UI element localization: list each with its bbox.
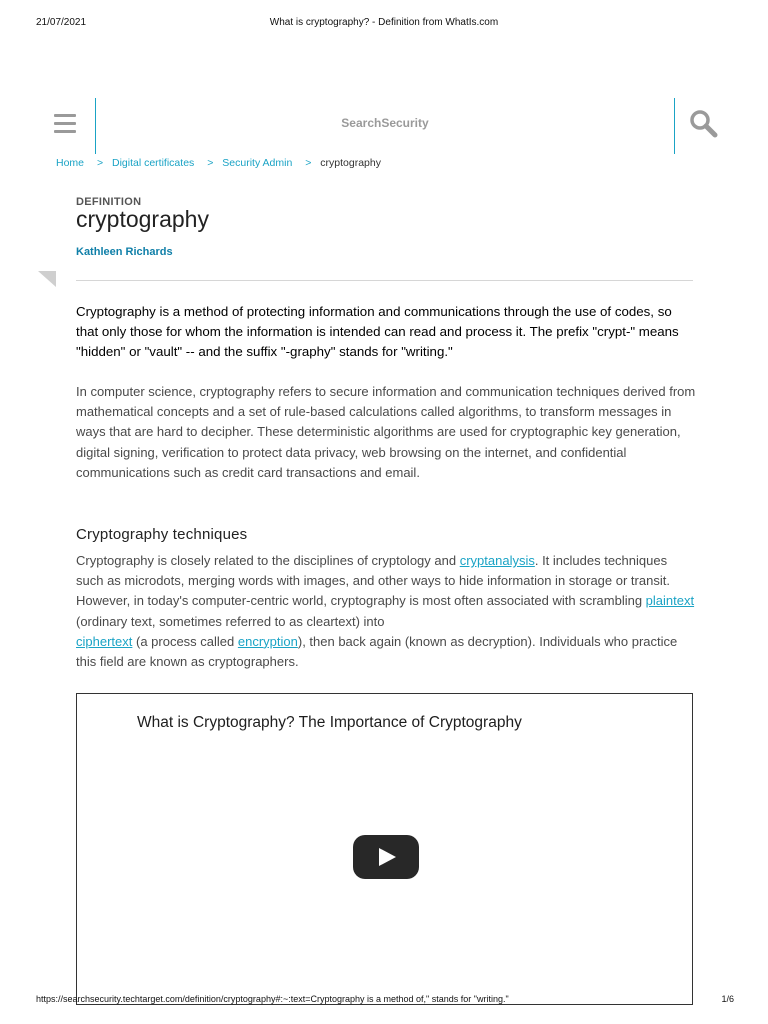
breadcrumb-security-admin[interactable]: Security Admin [222,157,293,169]
link-ciphertext[interactable]: ciphertext [76,633,133,649]
text-run: (a process called [132,633,238,649]
corner-triangle-icon [38,271,56,287]
video-title[interactable]: What is Cryptography? The Importance of Cryptography [137,714,522,731]
print-url: https://searchsecurity.techtarget.com/definition/cryptography#:~:text=Cryptography is a method of," stands for "writing." [36,994,509,1004]
techniques-paragraph [76,551,696,672]
site-topbar [0,98,768,154]
breadcrumb [56,157,381,169]
breadcrumb-current: cryptography [320,157,381,169]
breadcrumb-home[interactable]: Home [56,157,85,169]
print-footer [0,994,768,1008]
lead-paragraph: Cryptography is a method of protecting information and communications through the use of codes, so that only those for whom the information is intended can read and process it. The prefix "crypt-" means "hidden" or "vault" -- and the suffix "-graphy" stands for "writing." [76,304,679,360]
text-run: . It includes techniques such as microdots, merging words with images, and other ways to hide information in storage or transit. However, in today's computer-centric world, cryptography is most often associated with scrambling [76,553,670,609]
video-embed[interactable] [76,693,693,1005]
text-run: (ordinary text, sometimes referred to as cleartext) into [76,613,385,629]
body-paragraph: In computer science, cryptography refers to secure information and communication techniques derived from mathematical concepts and a set of rule-based calculations called algorithms, to transform messages in ways that are hard to decipher. These deterministic algorithms are used for cryptographic key generation, digital signing, verification to protect data privacy, web browsing on the internet, and confidential communications such as credit card transactions and email. [76,384,696,480]
link-plaintext[interactable]: plaintext [645,593,695,609]
print-page-number: 1/6 [721,994,734,1004]
breadcrumb-digital-certificates[interactable]: Digital certificates [112,157,195,169]
breadcrumb-separator: > [96,157,104,169]
site-name[interactable]: SearchSecurity [341,116,429,130]
play-icon[interactable] [353,835,419,879]
page-title: cryptography [76,206,209,232]
breadcrumb-separator: > [207,157,214,169]
definition-label: DEFINITION [76,196,142,208]
print-date: 21/07/2021 [36,17,87,28]
print-header [0,17,768,31]
breadcrumb-separator: > [305,157,312,169]
text-run: Cryptography is closely related to the disciplines of cryptology and [76,553,460,568]
topbar-divider-right [674,98,675,154]
search-icon[interactable] [688,108,720,140]
link-cryptanalysis[interactable]: cryptanalysis [459,553,535,568]
section-heading: Cryptography techniques [76,526,248,543]
hamburger-menu-icon[interactable] [52,112,80,138]
header-divider [76,280,693,281]
author-link[interactable]: Kathleen Richards [76,246,173,258]
text-run: ), then back again (known as decryption). Individuals who practice this field are known as cryptographers. [76,633,678,670]
print-page-title: What is cryptography? - Definition from WhatIs.com [269,17,499,28]
link-encryption[interactable]: encryption [237,633,298,649]
